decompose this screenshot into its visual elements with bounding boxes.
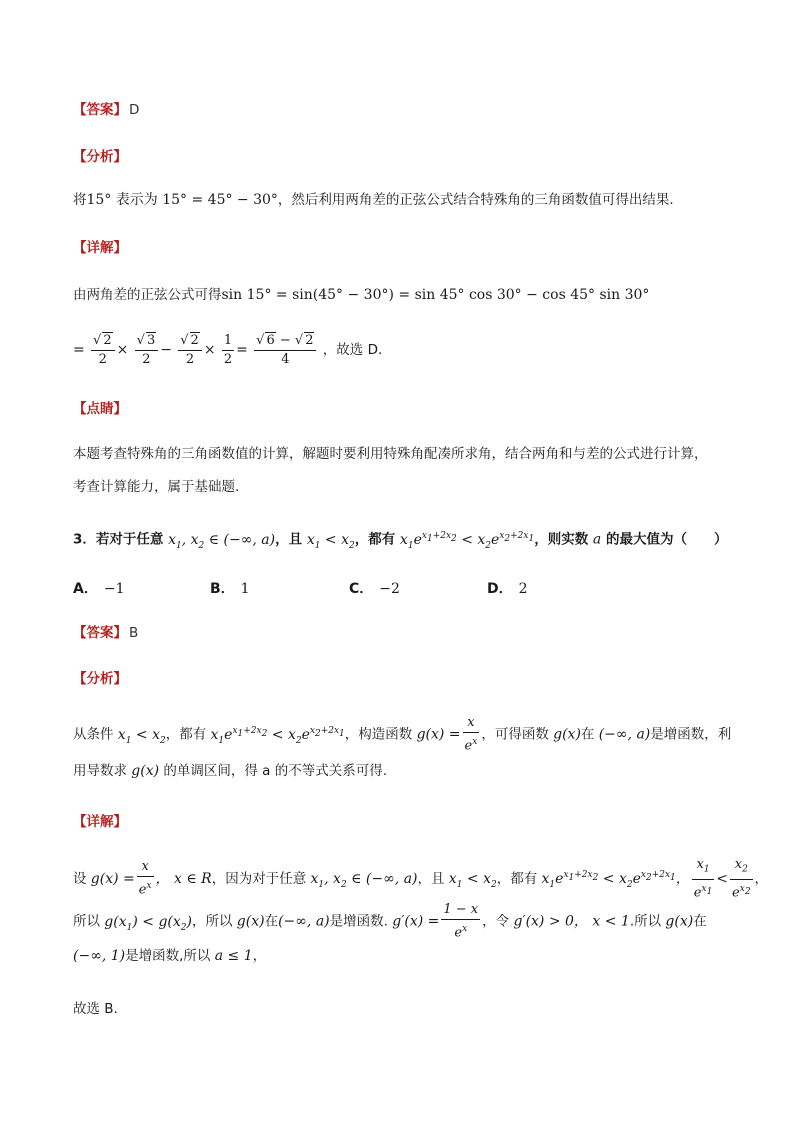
analysis-2-math-3: g(x) = bbox=[416, 726, 461, 743]
analysis-2-part-3: ，构造函数 bbox=[344, 726, 413, 743]
answer-line-1 bbox=[73, 99, 738, 121]
detail-2-math-13: a ≤ 1 bbox=[214, 948, 253, 964]
analysis-2-math-4: g(x) bbox=[553, 726, 581, 743]
analysis-2-part-7: 用导数求 bbox=[73, 763, 127, 779]
fraction-x1-over-ex1: $\frac{x_1}{e^{x_1}}$ bbox=[693, 857, 713, 900]
detail-text: 由两角差的正弦公式可得 bbox=[73, 287, 222, 303]
analysis-text-1 bbox=[73, 189, 738, 211]
comment-tag: 【点睛】 bbox=[73, 401, 127, 417]
stem-part-4: ，则实数 bbox=[534, 531, 589, 548]
answer-tag: 【答案】 bbox=[73, 102, 127, 118]
detail-heading-2 bbox=[73, 811, 738, 833]
option-c-letter: C． bbox=[349, 581, 374, 597]
fraction-x-over-ex-2: $\frac{x}{e^x}$ bbox=[138, 859, 152, 898]
detail-2-part-8: ，令 bbox=[482, 913, 510, 930]
fraction-derivative: $\frac{1 - x}{e^x}$ bbox=[443, 902, 479, 941]
detail-2-math-7: g(x) bbox=[236, 913, 265, 930]
analysis-2-part-5: 在 bbox=[580, 726, 595, 743]
detail-2-part-11: 是增函数,所以 bbox=[125, 948, 211, 964]
analysis-2-part-8: 的单调区间，得 a 的不等式关系可得. bbox=[163, 763, 388, 779]
fraction-x2-over-ex2: $\frac{x_2}{e^{x_2}}$ bbox=[732, 857, 751, 900]
analysis-heading-1 bbox=[73, 146, 738, 168]
detail-2-math-5: $x_1e^{x_1+2x_2} < x_2e^{x_2+2x_1}$， bbox=[541, 870, 690, 890]
detail-2-part-5: 所以 bbox=[73, 913, 100, 930]
detail-2-part-1: 设 bbox=[73, 870, 87, 887]
fraction-sqrt2-over-2-b: $\frac{√ 2}{2}$ bbox=[178, 332, 202, 369]
analysis-2-math-2: $x_1e^{x_1+2x_2} < x_2e^{x_2+2x_1}$ bbox=[210, 726, 345, 746]
analysis-tag: 【分析】 bbox=[73, 149, 127, 165]
comment-line-1 bbox=[73, 443, 738, 465]
analysis-2-part-6: 是增函数，利 bbox=[650, 726, 732, 743]
answer-value-2: B bbox=[129, 625, 139, 641]
analysis-text-prefix: 将 bbox=[73, 192, 87, 208]
detail-2-line-1: 设 g(x) = $\frac{x}{e^x}$ ， x ∈ R，因为对于任意 $x_1$, $x_2$ ∈ (−∞, a)，且 $x_1 < x_2$，都有 $x_1e^{x_1+2x_2} < x_2e^{x_2+2x_1}$， $\frac{x_1}{e^{x_1}}$ < $\frac{x_2}{e^{x_2}}$ ， bbox=[73, 857, 769, 900]
detail-2-line-3: (−∞, 1)是增函数,所以 a ≤ 1， bbox=[73, 948, 267, 964]
stem-part-2: ，且 bbox=[275, 531, 303, 548]
option-b-letter: B． bbox=[210, 581, 235, 597]
stem-math-3: $x_1e^{x_1+2x_2} < x_2e^{x_2+2x_1}$ bbox=[399, 531, 535, 551]
stem-part-5: 的最大值为（ ） bbox=[605, 531, 728, 548]
option-d bbox=[487, 578, 528, 598]
option-c bbox=[349, 578, 400, 598]
detail-2-part-6: ，所以 bbox=[191, 913, 233, 930]
analysis-2-part-2: ，都有 bbox=[165, 726, 207, 743]
analysis-math: 15° 表示为 15° = 45° − 30° bbox=[86, 192, 278, 208]
detail-2-part-2: ，因为对于任意 bbox=[211, 870, 307, 887]
question-number: 3． bbox=[73, 531, 96, 548]
detail-tag-2: 【详解】 bbox=[73, 814, 127, 830]
detail-2-line-2: 所以 $g(x_1) < g(x_2)$，所以 g(x)在(−∞, a)是增函数. g′(x) = $\frac{1 - x}{e^x}$ ，令 g′(x) > 0， x < 1.所以 g(x)在 bbox=[73, 902, 707, 941]
detail-2-math-11: g(x) bbox=[665, 913, 694, 930]
stem-part-1: 若对于任意 bbox=[95, 531, 164, 548]
detail-2-math-4: $x_1 < x_2$ bbox=[448, 870, 497, 890]
option-d-letter: D． bbox=[487, 581, 513, 597]
comment-heading bbox=[73, 398, 738, 420]
equals-sign: = bbox=[73, 342, 85, 358]
detail-heading-1 bbox=[73, 237, 738, 259]
conclusion-line bbox=[73, 998, 738, 1020]
fraction-x-over-ex: $\frac{x}{e^x}$ bbox=[464, 715, 478, 754]
detail-2-math-10: g′(x) > 0， x < 1 bbox=[513, 913, 630, 930]
detail-2-part-10: 在 bbox=[693, 913, 707, 930]
detail-line-1 bbox=[73, 284, 738, 306]
detail-2-math-3: $x_1$, $x_2$ ∈ (−∞, a) bbox=[310, 870, 418, 890]
fraction-result: $\frac{√ 6 - √ 2}{4}$ bbox=[254, 332, 316, 369]
analysis-2-math-6: g(x) bbox=[131, 763, 160, 779]
analysis-2-math-1: $x_1 < x_2$ bbox=[117, 726, 166, 746]
conclusion-text: 故选 B. bbox=[73, 1001, 118, 1017]
fraction-sqrt3-over-2: $\frac{√ 3}{2}$ bbox=[135, 332, 159, 369]
option-c-value: −2 bbox=[379, 581, 400, 597]
option-b bbox=[210, 578, 250, 598]
detail-2-math-8: (−∞, a) bbox=[278, 913, 330, 930]
analysis-2-part-4: ，可得函数 bbox=[481, 726, 549, 743]
comment-line-2 bbox=[73, 476, 738, 498]
analysis-2-line-1 bbox=[73, 714, 738, 756]
analysis-2-part-1: 从条件 bbox=[73, 726, 114, 743]
comment-text-2: 考查计算能力，属于基础题. bbox=[73, 479, 240, 495]
analysis-heading-2 bbox=[73, 668, 738, 690]
detail-2-math-2: ， x ∈ R bbox=[155, 870, 212, 887]
stem-part-3: ，都有 bbox=[354, 531, 396, 548]
detail-2-math-6: $g(x_1) < g(x_2)$ bbox=[104, 913, 192, 933]
detail-2-part-4: ，都有 bbox=[496, 870, 538, 887]
detail-2-math-9: g′(x) = bbox=[392, 913, 440, 930]
detail-2-math-12: (−∞, 1) bbox=[73, 948, 126, 964]
analysis-text-suffix: ，然后利用两角差的正弦公式结合特殊角的三角函数值可得出结果. bbox=[277, 192, 674, 208]
detail-formula: sin 15° = sin(45° − 30°) = sin 45° cos 30° − cos 45° sin 30° bbox=[221, 287, 650, 303]
detail-2-part-3: ，且 bbox=[417, 870, 445, 887]
comment-text-1: 本题考查特殊角的三角函数值的计算，解题时要利用特殊角配凑所求角，结合两角和与差的公式进行计算， bbox=[73, 446, 708, 462]
detail-tag: 【详解】 bbox=[73, 240, 127, 256]
option-a-value: −1 bbox=[103, 581, 125, 597]
option-a bbox=[73, 578, 124, 598]
answer-tag-2: 【答案】 bbox=[73, 625, 127, 641]
detail-2-math-1: g(x) = bbox=[90, 870, 135, 887]
analysis-2-math-5: (−∞, a) bbox=[598, 726, 651, 743]
stem-math-a: a bbox=[592, 531, 602, 548]
fraction-sqrt2-over-2: $\frac{√ 2}{2}$ bbox=[91, 332, 115, 369]
less-than: < bbox=[716, 870, 729, 887]
detail-conclusion: ，故选 D. bbox=[322, 342, 383, 358]
detail-2-part-7: 是增函数. bbox=[329, 913, 388, 930]
detail-line-2: = $\frac{√ 2}{2}$ × $\frac{√ 3}{2}$ − $\frac{√ 2}{2}$ × $\frac{1}{2}$ = $\frac{√ 6 - √ 2}{4}$ ，故选 D. bbox=[73, 332, 383, 367]
answer-line-2 bbox=[73, 622, 738, 644]
detail-2-part-9: .所以 bbox=[629, 913, 662, 930]
stem-math-1: $x_1$, $x_2$ ∈ (−∞, a) bbox=[168, 531, 276, 551]
option-d-value: 2 bbox=[518, 581, 528, 597]
option-b-value: 1 bbox=[240, 581, 250, 597]
analysis-tag-2: 【分析】 bbox=[73, 671, 127, 687]
question-3-stem bbox=[73, 525, 738, 556]
analysis-2-line-2 bbox=[73, 760, 738, 782]
answer-value: D bbox=[129, 102, 140, 118]
option-a-letter: A． bbox=[73, 581, 98, 597]
fraction-1-over-2: $\frac{1}{2}$ bbox=[223, 332, 233, 367]
stem-math-2: $x_1 < x_2$ bbox=[306, 531, 355, 551]
